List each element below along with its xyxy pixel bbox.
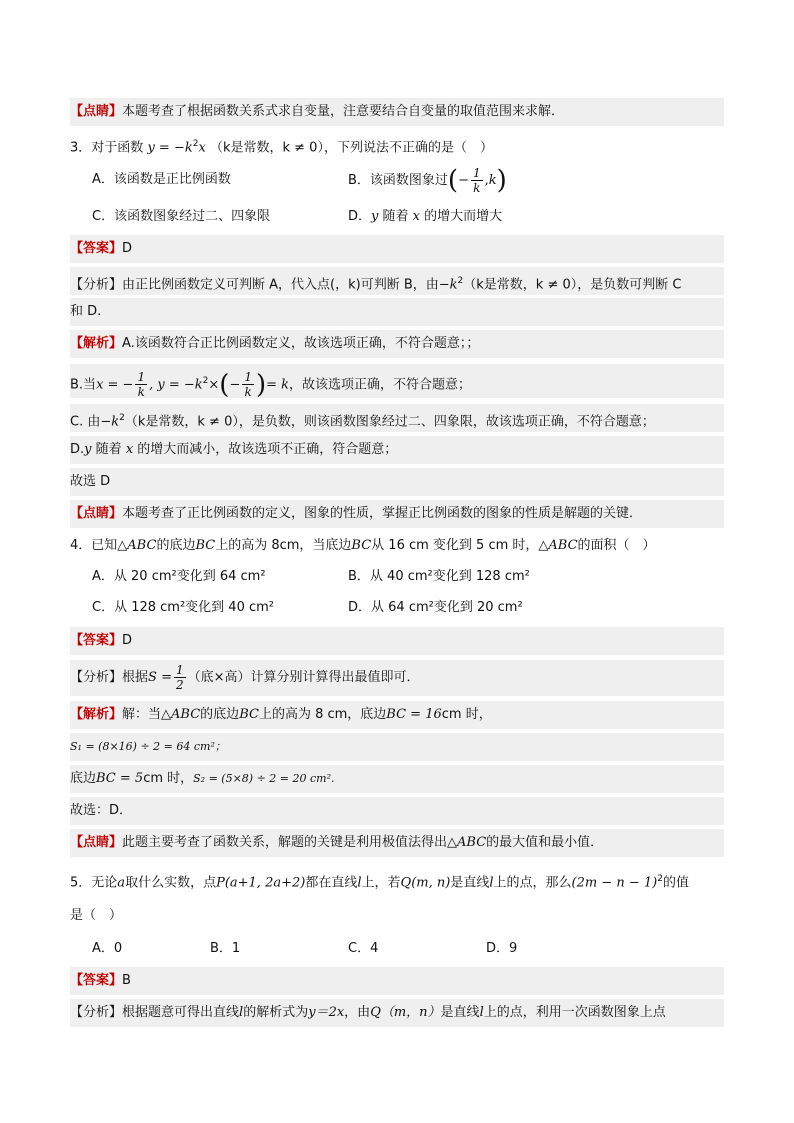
q4-analysis-text1: 根据 bbox=[122, 670, 149, 685]
q3-func-var: x bbox=[198, 140, 206, 156]
q4-solution-bc: BC bbox=[239, 707, 259, 722]
q5-option-a: A．0 bbox=[92, 941, 123, 956]
q3-option-d-x: x bbox=[412, 209, 421, 224]
q3-option-b-k: k bbox=[488, 173, 497, 188]
q3-option-d-y: y bbox=[371, 209, 379, 224]
q5-stem-line1: 5．无论a取什么实数，点P(a+1, 2a+2)都在直线l上，若Q(m, n)是直线l上的点，那么$(2m - n - 1)^2$的值 bbox=[70, 874, 689, 891]
q5-stem-text8: 是（ ） bbox=[70, 908, 123, 923]
answer-label: 【答案】 bbox=[70, 241, 123, 256]
solution-label: 【解析】 bbox=[70, 707, 123, 722]
q4-solution-text2: 的底边 bbox=[200, 707, 240, 722]
q3-solution-b-x: x = − bbox=[96, 377, 134, 393]
q3-option-d-label: D． bbox=[348, 209, 372, 224]
q5-stem-text2: 取什么实数，点 bbox=[125, 875, 217, 891]
analysis-label: 【分析】 bbox=[70, 670, 123, 685]
q5-analysis-l-2: l bbox=[479, 1005, 484, 1020]
q4-analysis-text2: （底×高）计算分别计算得出最值即可． bbox=[187, 670, 420, 685]
q5-a: a bbox=[117, 875, 126, 891]
answer-label: 【答案】 bbox=[70, 973, 123, 988]
q4-solution-s1: S₁ = (8×16) ÷ 2 = 64 cm²； bbox=[70, 740, 226, 753]
q3-answer: D bbox=[122, 241, 133, 256]
q5-analysis-text1: 根据题意可得出直线 bbox=[122, 1005, 240, 1020]
q4-answer-line bbox=[70, 627, 724, 655]
q5-analysis-line bbox=[70, 999, 724, 1027]
q3-solution-line1 bbox=[70, 330, 724, 358]
q3-analysis-line2 bbox=[70, 298, 724, 326]
q5-option-c: C．4 bbox=[348, 941, 379, 956]
q4-bc: BC bbox=[195, 538, 216, 553]
note-label: 【点睛】 bbox=[70, 104, 123, 119]
q4-bc-2: BC bbox=[351, 538, 372, 553]
q3-analysis-line1: 【分析】由正比例函数定义可判断 A，代入点(，k)可判断 B，由$-k^2(k$是常数，k ≠ 0），是负数可判断 C bbox=[70, 267, 724, 295]
fraction-numerator: 1 bbox=[472, 166, 481, 180]
q4-solution-text4: cm 时， bbox=[441, 707, 492, 722]
q4-number: 4． bbox=[70, 538, 92, 553]
q3-solution-line4 bbox=[70, 436, 724, 464]
q3-analysis-text2: （k是常数，k ≠ 0），是负数可判断 C bbox=[463, 277, 682, 293]
q3-solution-d-label: D. bbox=[70, 442, 85, 457]
q4-stem-text2: 的底边 bbox=[156, 538, 196, 553]
q5-analysis-text5: 上的点，利用一次函数图象上点 bbox=[483, 1005, 666, 1020]
q5-option-d: D．9 bbox=[486, 941, 518, 956]
q3-number: 3． bbox=[70, 140, 92, 156]
q5-stem-text4: 上，若 bbox=[361, 875, 401, 891]
q4-stem bbox=[70, 532, 724, 560]
q4-option-c: C．从 128 cm²变化到 40 cm² bbox=[92, 600, 275, 615]
q4-stem-text4: 从 16 cm 变化到 5 cm 时， bbox=[371, 538, 539, 553]
q4-option-a: A．从 20 cm²变化到 64 cm² bbox=[92, 569, 266, 584]
q3-analysis-text3: 和 D. bbox=[70, 304, 102, 319]
q3-solution-b-text1: B.当 bbox=[70, 377, 97, 393]
fraction-numerator: 1 bbox=[137, 370, 146, 385]
note-line bbox=[70, 98, 724, 126]
q5-analysis-q: Q（m，n） bbox=[370, 1005, 441, 1020]
q4-solution-s2: S₂ = (5×8) ÷ 2 = 20 cm². bbox=[193, 772, 335, 785]
q4-triangle: △ABC bbox=[117, 538, 157, 553]
q3-solution-d-text1: 随着 bbox=[95, 442, 122, 457]
q3-solution-b-fraction2 bbox=[242, 371, 254, 398]
q4-option-d: D．从 64 cm²变化到 20 cm² bbox=[348, 600, 523, 615]
q5-stem-text6: 上的点，那么 bbox=[493, 875, 572, 891]
q5-number: 5． bbox=[70, 875, 92, 891]
q3-option-d bbox=[348, 204, 502, 230]
fraction-denominator: k bbox=[473, 181, 481, 195]
q4-note-line bbox=[70, 829, 724, 857]
q4-stem-text5: 的面积（ ） bbox=[577, 538, 656, 553]
analysis-label: 【分析】 bbox=[70, 1005, 123, 1020]
q3-choose-line bbox=[70, 468, 724, 496]
analysis-label: 【分析】 bbox=[70, 277, 123, 293]
q3-solution-b-fraction1 bbox=[135, 371, 147, 398]
note-text: 本题考查了根据函数关系式求自变量，注意要结合自变量的取值范围来求解． bbox=[122, 104, 565, 119]
q3-note: 本题考查了正比例函数的定义，图象的性质，掌握正比例函数的图象的性质是解题的关键． bbox=[122, 506, 643, 521]
q4-solution-line3 bbox=[70, 765, 724, 793]
q4-option-b: B．从 40 cm²变化到 128 cm² bbox=[348, 569, 530, 584]
q4-solution-text1: 解：当 bbox=[122, 707, 162, 722]
q3-solution-line2: B.当x = − $\frac{1}{k}$ , $y = -k^2\times(-$ $\frac{1}{k}$ )= k，故该选项正确，不符合题意； bbox=[70, 364, 724, 398]
q4-triangle-2: △ABC bbox=[538, 538, 578, 553]
note-label: 【点睛】 bbox=[70, 506, 123, 521]
q3-option-d-text1: 随着 bbox=[382, 209, 409, 224]
q5-stem-text3: 都在直线 bbox=[305, 875, 358, 891]
q5-analysis-eq: y＝2x bbox=[308, 1005, 345, 1020]
fraction-denominator: k bbox=[244, 385, 252, 400]
q3-stem: 3．对于函数 $y = -k^2x$ （k是常数，k ≠ 0），下列说法不正确的是（ ） bbox=[70, 139, 493, 156]
q4-solution-text5: 底边 bbox=[70, 771, 97, 786]
q5-analysis-text2: 的解析式为 bbox=[243, 1005, 309, 1020]
q3-func-rhs: −k bbox=[173, 140, 193, 156]
q3-option-b: B．该函数图象过(− $\frac{1}{k}$ ,k) bbox=[348, 165, 507, 196]
q3-option-a: A．该函数是正比例函数 bbox=[92, 172, 231, 187]
note-label: 【点睛】 bbox=[70, 835, 123, 850]
q3-solution-b-text2: ，故该选项正确，不符合题意； bbox=[289, 377, 472, 393]
q4-solution-bc-value: BC = 16 bbox=[386, 707, 442, 722]
q3-analysis-text1: 由正比例函数定义可判断 A，代入点(，k)可判断 B，由 bbox=[122, 277, 439, 293]
q5-line-l-2: l bbox=[489, 875, 494, 891]
q5-point-q: Q(m, n) bbox=[400, 875, 451, 891]
q5-point-p: P(a+1, 2a+2) bbox=[216, 875, 306, 891]
q4-choose: 故选：D． bbox=[70, 803, 133, 818]
q5-option-b: B．1 bbox=[210, 941, 241, 956]
q3-option-d-text2: 的增大而增大 bbox=[424, 209, 503, 224]
q3-condition: （k是常数，k ≠ 0） bbox=[209, 140, 324, 156]
q5-stem-text7: 的值 bbox=[662, 875, 689, 891]
q3-stem-tail: ，下列说法不正确的是（ ） bbox=[323, 140, 493, 156]
q5-answer: B bbox=[122, 973, 131, 988]
q4-analysis-fraction bbox=[174, 664, 186, 691]
q5-analysis-text3: ，由 bbox=[344, 1005, 371, 1020]
q4-note-text2: 的最大值和最小值． bbox=[486, 835, 604, 850]
q3-stem-text: 对于函数 bbox=[91, 140, 144, 156]
q4-solution-line1 bbox=[70, 701, 724, 729]
q4-stem-text1: 已知 bbox=[91, 538, 118, 553]
q3-func-lhs: y bbox=[147, 140, 155, 156]
q4-stem-text3: 上的高为 8cm，当底边 bbox=[215, 538, 352, 553]
q3-solution-d-text2: 的增大而减小，故该选项不正确，符合题意； bbox=[137, 442, 398, 457]
q3-solution-d-y: y bbox=[84, 442, 92, 457]
q4-solution-text6: cm 时， bbox=[143, 771, 194, 786]
q3-answer-line bbox=[70, 235, 724, 263]
q5-analysis-l: l bbox=[239, 1005, 244, 1020]
fraction-denominator: 2 bbox=[175, 678, 184, 692]
q3-option-c: C．该函数图象经过二、四象限 bbox=[92, 209, 271, 224]
q5-expression: (2m − n − 1) bbox=[571, 875, 658, 891]
q3-option-b-text: B．该函数图象过 bbox=[348, 173, 448, 188]
solution-label: 【解析】 bbox=[70, 336, 123, 351]
q4-solution-bc5: BC = 5 bbox=[96, 771, 144, 786]
q3-choose: 故选 D bbox=[70, 474, 111, 489]
fraction-denominator: k bbox=[137, 385, 145, 400]
q4-solution-text3: 上的高为 8 cm，底边 bbox=[258, 707, 387, 722]
q5-stem-line2 bbox=[70, 902, 724, 930]
q3-solution-a: A.该函数符合正比例函数定义，故该选项正确，不符合题意；； bbox=[122, 336, 480, 351]
q3-solution-c-text2: （k是常数，k ≠ 0），是负数，则该函数图象经过二、四象限，故该选项正确，不符合题意； bbox=[124, 414, 655, 430]
q3-solution-b-y: , y = −k bbox=[149, 377, 203, 393]
q3-solution-line3: C. 由$-k^2(k$是常数，k ≠ 0），是负数，则该函数图象经过二、四象限，故该选项正确，不符合题意； bbox=[70, 404, 724, 432]
q5-analysis-text4: 是直线 bbox=[440, 1005, 480, 1020]
fraction-numerator: 1 bbox=[244, 370, 252, 385]
q3-solution-b-eq: = k bbox=[266, 377, 290, 393]
q3-solution-b-times: × bbox=[208, 377, 220, 393]
answer-label: 【答案】 bbox=[70, 633, 123, 648]
q3-option-b-fraction bbox=[471, 167, 483, 194]
fraction-numerator: 1 bbox=[175, 663, 184, 677]
q3-note-line bbox=[70, 500, 724, 528]
q5-stem-text5: 是直线 bbox=[450, 875, 490, 891]
q4-solution-triangle: △ABC bbox=[161, 707, 201, 722]
q5-stem-text1: 无论 bbox=[91, 875, 118, 891]
q3-solution-c-k: −k bbox=[100, 414, 120, 430]
q4-analysis-line bbox=[70, 660, 724, 696]
q4-note-triangle: △ABC bbox=[447, 835, 487, 850]
q3-analysis-k: −k bbox=[438, 277, 458, 293]
q3-solution-c-text1: C. 由 bbox=[70, 414, 101, 430]
q3-solution-d-x: x bbox=[125, 442, 134, 457]
q4-choose-line bbox=[70, 797, 724, 825]
q4-solution-line2 bbox=[70, 733, 724, 761]
q5-line-l: l bbox=[357, 875, 362, 891]
q4-answer: D bbox=[122, 633, 133, 648]
q5-answer-line bbox=[70, 967, 724, 995]
q4-analysis-s: S = bbox=[148, 670, 172, 685]
q4-note-text1: 此题主要考查了函数关系，解题的关键是利用极值法得出 bbox=[122, 835, 448, 850]
